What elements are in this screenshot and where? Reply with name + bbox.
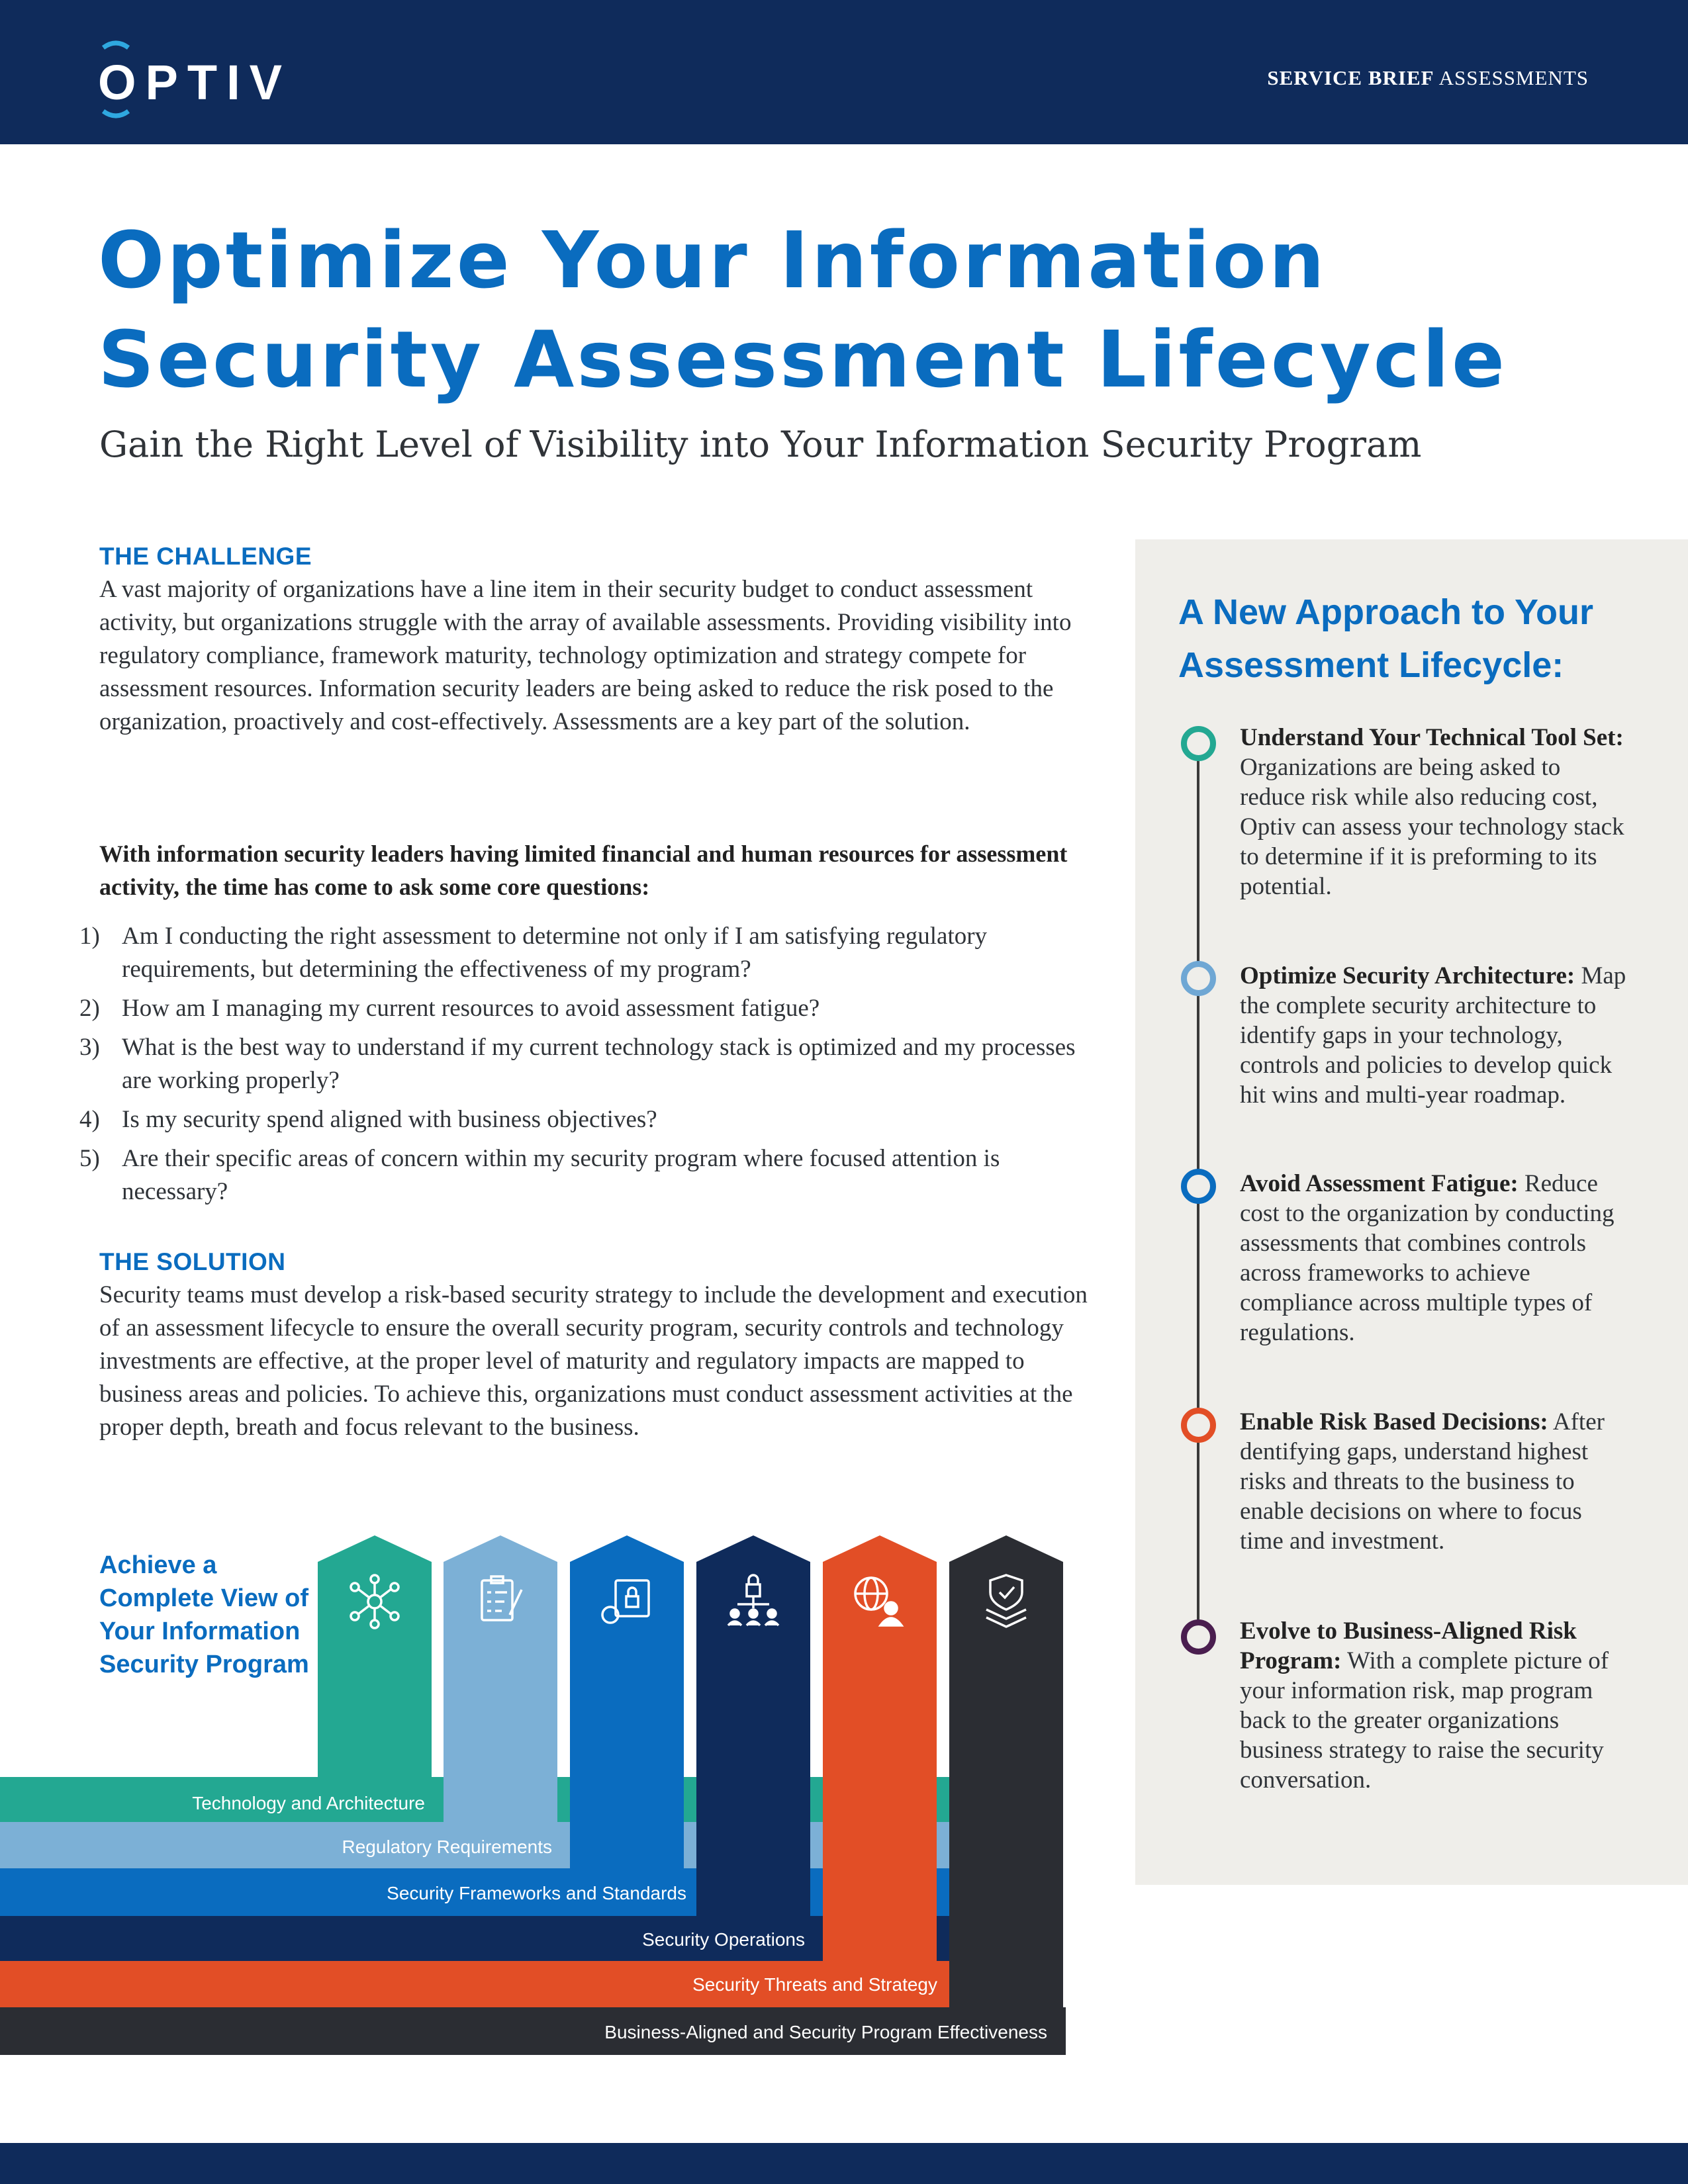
- question-text: What is the best way to understand if my current technology stack is optimized and my processes are working properly?: [122, 1034, 1076, 1094]
- question-item: [79, 992, 1086, 1025]
- question-item: [79, 920, 1086, 986]
- service-brief-label: [1267, 66, 1589, 90]
- column-technology: [318, 1535, 432, 1822]
- header-bar: [0, 0, 1688, 144]
- approach-item-title: Avoid Assessment Fatigue:: [1240, 1170, 1519, 1197]
- band-technology-seg: [432, 1777, 444, 1822]
- approach-item-title: Evolve to Business-Aligned Risk Program:: [1240, 1617, 1577, 1674]
- question-text: Are their specific areas of concern within my security program where focused attention is necessary?: [122, 1145, 1000, 1205]
- question-text: Is my security spend aligned with business objectives?: [122, 1106, 657, 1133]
- approach-item-text: After dentifying gaps, understand highest risks and threats to the business to enable decisions on where to focus time and investment.: [1240, 1408, 1605, 1555]
- approach-item-text: Reduce cost to the organization by conducting assessments that combines controls across frameworks to achieve compliance across multiple types of regulations.: [1240, 1170, 1615, 1346]
- approach-item-text: Organizations are being asked to reduce risk while also reducing cost, Optiv can assess your technology stack to determine if it is preforming to its potential.: [1240, 754, 1624, 900]
- timeline-dot: [1181, 961, 1216, 996]
- timeline-dot: [1181, 726, 1216, 761]
- diagram-caption: Achieve a Complete View of Your Information Security Program: [99, 1551, 309, 1678]
- logo-text: OPTIV: [98, 55, 292, 110]
- challenge-heading: THE CHALLENGE: [99, 543, 312, 570]
- band-technology-seg: [810, 1777, 823, 1822]
- title-line-1: Optimize Your Information: [98, 214, 1327, 306]
- band-label: Security Frameworks and Standards: [387, 1883, 686, 1903]
- approach-item: [1240, 723, 1630, 901]
- approach-item: [1240, 1169, 1630, 1347]
- band-technology-seg: [684, 1777, 696, 1822]
- footer-bar: [0, 2143, 1688, 2184]
- question-text: Am I conducting the right assessment to determine not only if I am satisfying regulatory requirements, but determining the effectiveness of my program?: [122, 923, 988, 983]
- approach-item: [1240, 961, 1630, 1110]
- question-number: 3): [79, 1034, 100, 1061]
- timeline-dot: [1181, 1619, 1216, 1655]
- question-number: 4): [79, 1106, 100, 1133]
- approach-item: [1240, 1616, 1630, 1795]
- band-label: Technology and Architecture: [192, 1793, 425, 1813]
- solution-heading: THE SOLUTION: [99, 1248, 286, 1275]
- column-regulatory: [444, 1535, 557, 1868]
- page-title: [98, 210, 1508, 409]
- questions-list: [79, 920, 1086, 1214]
- lifecycle-diagram: [0, 1516, 1086, 2058]
- brief-bold: SERVICE BRIEF: [1267, 66, 1434, 89]
- timeline-dot: [1181, 1169, 1216, 1204]
- brief-category: ASSESSMENTS: [1434, 66, 1589, 89]
- band-label: Regulatory Requirements: [342, 1837, 552, 1857]
- approach-item-title: Enable Risk Based Decisions:: [1240, 1408, 1548, 1435]
- band-technology-seg: [937, 1777, 949, 1822]
- column-frameworks: [570, 1535, 684, 1916]
- band-label: Security Threats and Strategy: [692, 1974, 937, 1995]
- column-business: [949, 1535, 1063, 2055]
- challenge-body: A vast majority of organizations have a line item in their security budget to conduct assessment activity, but organizations struggle with the array of available assessments. Providing visibility into regulatory compliance, framework maturity, technology optimization and strategy compete for assessment resources. Information security leaders are being asked to reduce the risk posed to the organization, proactively and cost-effectively. Assessments are a key part of the solution.: [99, 576, 1072, 735]
- question-text: How am I managing my current resources to avoid assessment fatigue?: [122, 995, 820, 1022]
- approach-item-text: Map the complete security architecture to identify gaps in your technology, controls and policies to develop quick hit wins and multi-year roadmap.: [1240, 962, 1626, 1109]
- title-line-2: Security Assessment Lifecycle: [98, 314, 1508, 405]
- question-item: [79, 1031, 1086, 1097]
- approach-item-text: With a complete picture of your information risk, map program back to the greater organizations business strategy to raise the security conversation.: [1240, 1647, 1609, 1794]
- question-item: [79, 1142, 1086, 1208]
- question-number: 5): [79, 1145, 100, 1172]
- band-technology-seg: [557, 1777, 570, 1822]
- challenge-bold-intro: With information security leaders having limited financial and human resources for assessment activity, the time has come to ask some core questions:: [99, 841, 1068, 900]
- page-subtitle: Gain the Right Level of Visibility into Your Information Security Program: [99, 424, 1422, 465]
- approach-item-title: Optimize Security Architecture:: [1240, 962, 1575, 989]
- solution-body: Security teams must develop a risk-based security strategy to include the development and execution of an assessment lifecycle to ensure the overall security program, security controls and technology investments are effective, at the proper level of maturity and regulatory impacts are mapped to business areas and policies. To achieve this, organizations must conduct assessment activities at the proper depth, breath and focus relevant to the business.: [99, 1281, 1088, 1441]
- band-label: Security Operations: [642, 1929, 805, 1950]
- approach-item-title: Understand Your Technical Tool Set:: [1240, 724, 1624, 751]
- timeline-dot: [1181, 1408, 1216, 1443]
- band-label: Business-Aligned and Security Program Effectiveness: [604, 2022, 1047, 2042]
- question-item: [79, 1103, 1086, 1136]
- question-number: 1): [79, 923, 100, 950]
- approach-panel-title: A New Approach to Your Assessment Lifecycle:: [1178, 592, 1594, 685]
- optiv-logo: [98, 40, 292, 126]
- approach-item: [1240, 1407, 1630, 1556]
- question-number: 2): [79, 995, 100, 1022]
